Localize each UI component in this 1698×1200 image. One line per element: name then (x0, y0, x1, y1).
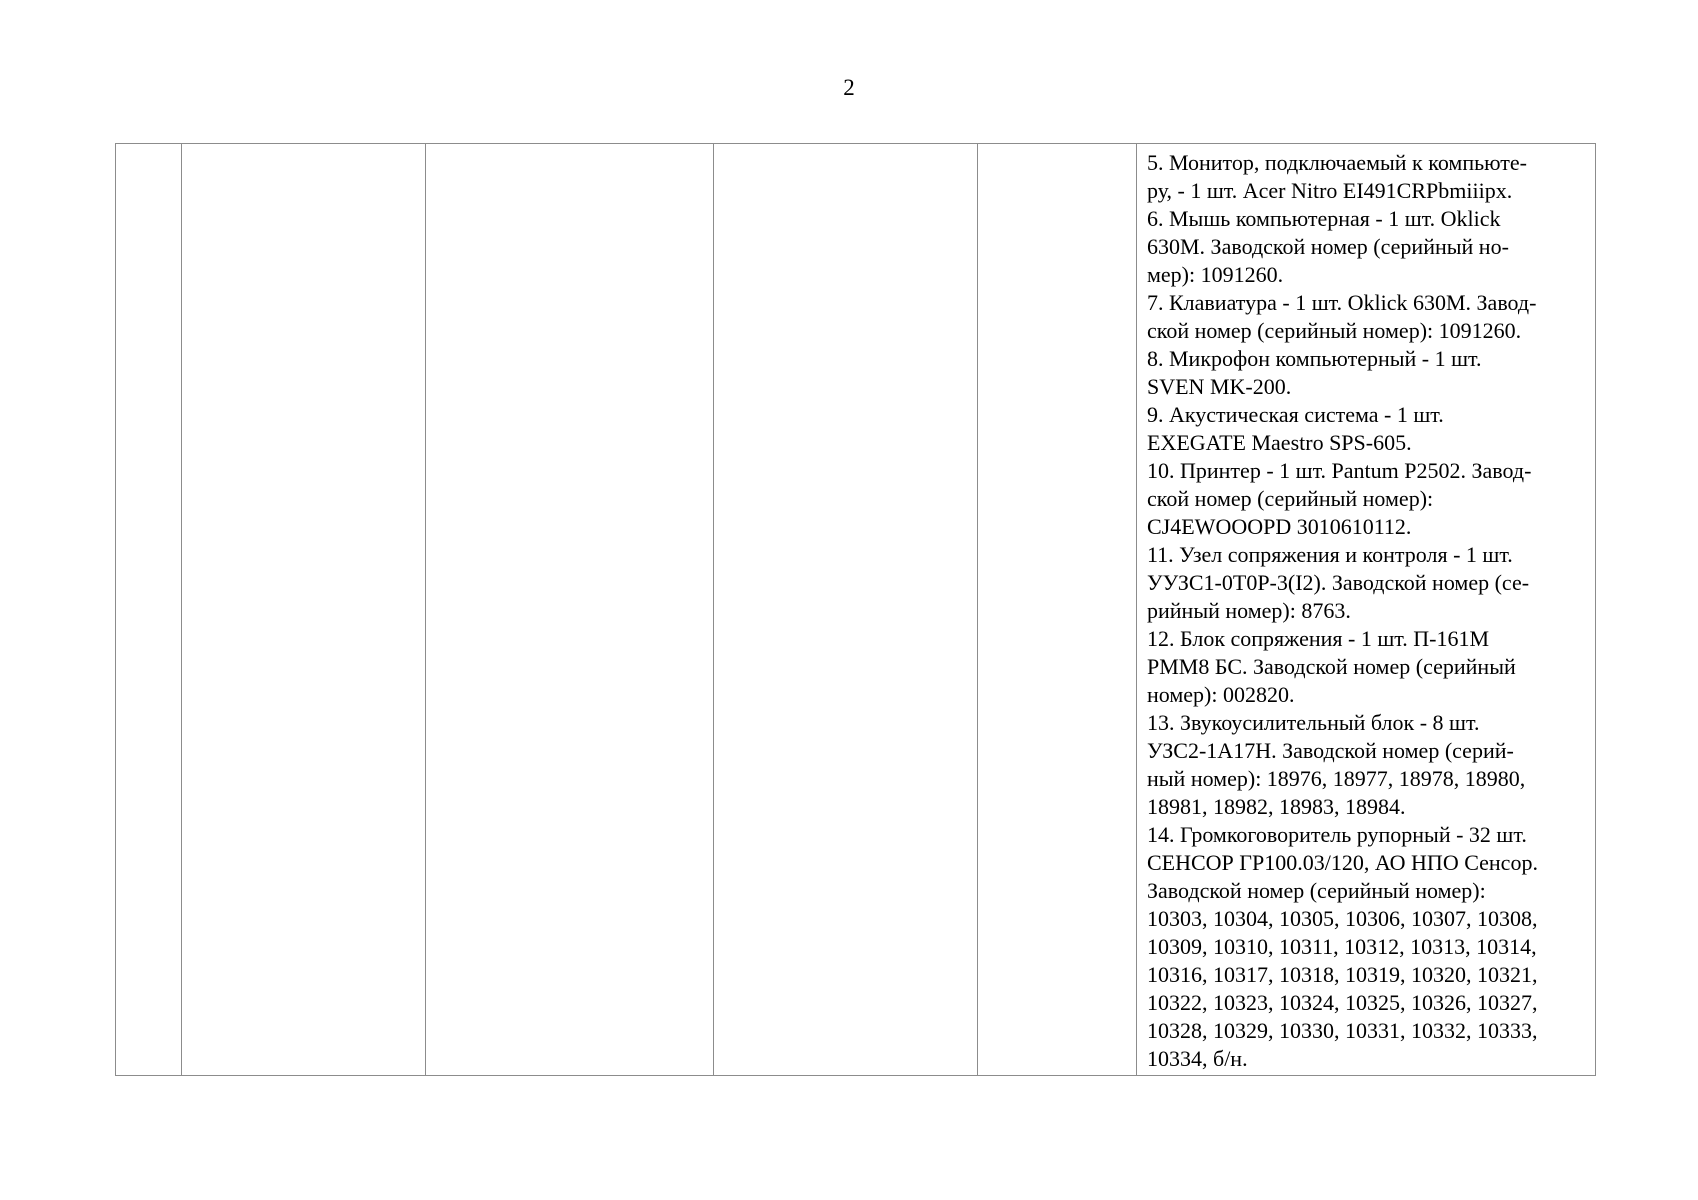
equipment-line: 11. Узел сопряжения и контроля - 1 шт. (1147, 542, 1513, 567)
equipment-line: ру, - 1 шт. Acer Nitro EI491CRPbmiiipx. (1147, 178, 1513, 203)
equipment-table (115, 143, 1596, 1076)
table-cell-4 (714, 144, 978, 1076)
equipment-line: 18981, 18982, 18983, 18984. (1147, 794, 1406, 819)
equipment-line: Заводской номер (серийный номер): (1147, 878, 1486, 903)
table-cell-5 (978, 144, 1137, 1076)
equipment-line: 12. Блок сопряжения - 1 шт. П-161М (1147, 626, 1490, 651)
equipment-line: 10309, 10310, 10311, 10312, 10313, 10314, (1147, 934, 1537, 959)
equipment-line: 14. Громкоговоритель рупорный - 32 шт. (1147, 822, 1527, 847)
equipment-line: РММ8 БС. Заводской номер (серийный (1147, 654, 1516, 679)
equipment-line: 6. Мышь компьютерная - 1 шт. Oklick (1147, 206, 1501, 231)
equipment-line: 10322, 10323, 10324, 10325, 10326, 10327, (1147, 990, 1538, 1015)
table-row (116, 144, 1596, 1076)
equipment-line: ской номер (серийный номер): 1091260. (1147, 318, 1522, 343)
equipment-line: CJ4EWOOOPD 3010610112. (1147, 514, 1412, 539)
equipment-line: 10334, б/н. (1147, 1046, 1248, 1071)
equipment-line: ный номер): 18976, 18977, 18978, 18980, (1147, 766, 1526, 791)
equipment-line: 13. Звукоусилительный блок - 8 шт. (1147, 710, 1480, 735)
equipment-line: EXEGATE Maestro SPS-605. (1147, 430, 1412, 455)
table-cell-1 (116, 144, 182, 1076)
table-cell-3 (426, 144, 714, 1076)
equipment-line: SVEN MK-200. (1147, 374, 1292, 399)
equipment-line: УУЗС1-0Т0Р-3(I2). Заводской номер (се- (1147, 570, 1530, 595)
equipment-line: СЕНСОР ГР100.03/120, АО НПО Сенсор. (1147, 850, 1538, 875)
equipment-line: мер): 1091260. (1147, 262, 1284, 287)
equipment-line: 8. Микрофон компьютерный - 1 шт. (1147, 346, 1482, 371)
equipment-list-cell (1137, 144, 1596, 1076)
equipment-line: 5. Монитор, подключаемый к компьюте- (1147, 150, 1527, 175)
equipment-line: УЗС2-1А17Н. Заводской номер (серий- (1147, 738, 1514, 763)
equipment-line: ской номер (серийный номер): (1147, 486, 1434, 511)
page-number: 2 (843, 75, 855, 100)
equipment-line: 10328, 10329, 10330, 10331, 10332, 10333, (1147, 1018, 1538, 1043)
equipment-line: 630M. Заводской номер (серийный но- (1147, 234, 1509, 259)
table-cell-2 (182, 144, 426, 1076)
equipment-line: 10. Принтер - 1 шт. Pantum P2502. Завод- (1147, 458, 1532, 483)
equipment-line: 7. Клавиатура - 1 шт. Oklick 630M. Завод- (1147, 290, 1537, 315)
equipment-line: рийный номер): 8763. (1147, 598, 1351, 623)
equipment-line: 10303, 10304, 10305, 10306, 10307, 10308, (1147, 906, 1538, 931)
equipment-line: номер): 002820. (1147, 682, 1295, 707)
equipment-line: 10316, 10317, 10318, 10319, 10320, 10321, (1147, 962, 1538, 987)
equipment-line: 9. Акустическая система - 1 шт. (1147, 402, 1444, 427)
